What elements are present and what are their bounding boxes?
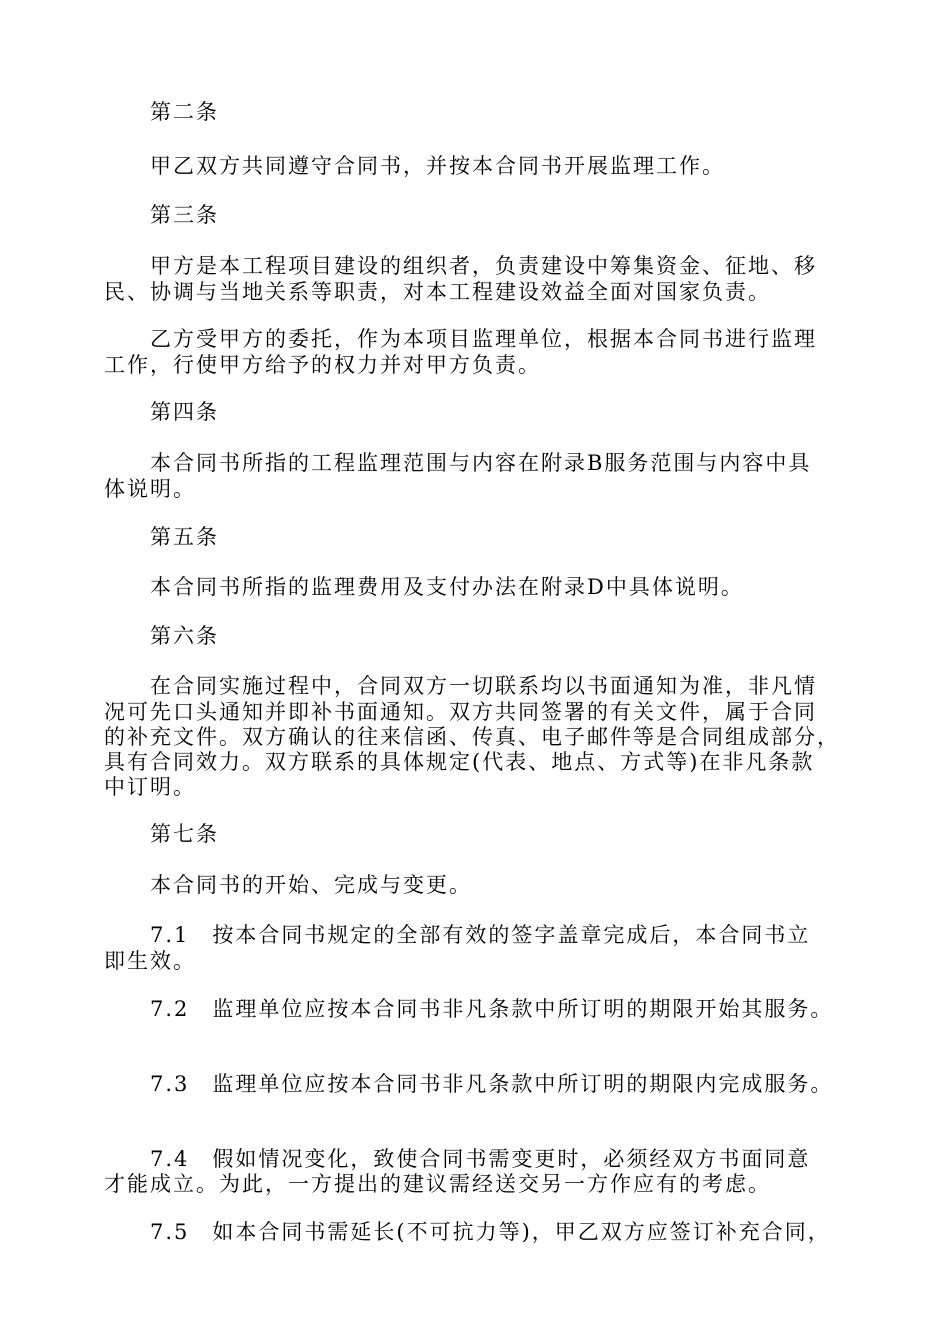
article-4-text-line-1: 本合同书所指的工程监理范围与内容在附录B服务范围与内容中具 [150, 451, 812, 475]
article-7-heading: 第七条 [150, 822, 219, 846]
article-6-text-line-4: 具有合同效力。双方联系的具体规定(代表、地点、方式等)在非凡条款 [104, 750, 815, 774]
article-6-text-line-3: 的补充文件。双方确认的往来信函、传真、电子邮件等是合同组成部分， [104, 725, 840, 749]
article-6-heading: 第六条 [150, 624, 219, 648]
article-7-intro: 本合同书的开始、完成与变更。 [150, 873, 472, 897]
clause-7-2: 7.2 监理单位应按本合同书非凡条款中所订明的期限开始其服务。 [150, 997, 834, 1021]
article-3-paragraph-2-line-2: 工作，行使甲方给予的权力并对甲方负责。 [104, 353, 541, 377]
clause-7-1-line-1: 7.1 按本合同书规定的全部有效的签字盖章完成后，本合同书立 [150, 923, 811, 947]
clause-7-5-line-1: 7.5 如本合同书需延长(不可抗力等)，甲乙双方应签订补充合同， [150, 1220, 831, 1244]
clause-7-4-line-2: 才能成立。为此，一方提出的建议需经送交另一方作应有的考虑。 [104, 1172, 771, 1196]
article-2-text: 甲乙双方共同遵守合同书，并按本合同书开展监理工作。 [150, 154, 725, 178]
article-3-paragraph-1-line-2: 民、协调与当地关系等职责，对本工程建设效益全面对国家负责。 [104, 280, 771, 304]
article-5-heading: 第五条 [150, 525, 219, 549]
article-6-text-line-2: 况可先口头通知并即补书面通知。双方共同签署的有关文件，属于合同 [104, 700, 817, 724]
article-6-text-line-5: 中订明。 [104, 775, 196, 799]
clause-7-4-line-1: 7.4 假如情况变化，致使合同书需变更时，必须经双方书面同意 [150, 1147, 811, 1171]
article-2-heading: 第二条 [150, 100, 219, 124]
clause-7-1-line-2: 即生效。 [104, 949, 196, 973]
article-4-text-line-2: 体说明。 [104, 477, 196, 501]
clause-7-3: 7.3 监理单位应按本合同书非凡条款中所订明的期限内完成服务。 [150, 1072, 834, 1096]
article-3-paragraph-2-line-1: 乙方受甲方的委托，作为本项目监理单位，根据本合同书进行监理 [150, 327, 817, 351]
article-3-heading: 第三条 [150, 203, 219, 227]
article-4-heading: 第四条 [150, 400, 219, 424]
article-6-text-line-1: 在合同实施过程中，合同双方一切联系均以书面通知为准，非凡情 [150, 674, 817, 698]
article-3-paragraph-1-line-1: 甲方是本工程项目建设的组织者，负责建设中筹集资金、征地、移 [150, 254, 817, 278]
article-5-text: 本合同书所指的监理费用及支付办法在附录D中具体说明。 [150, 575, 744, 599]
